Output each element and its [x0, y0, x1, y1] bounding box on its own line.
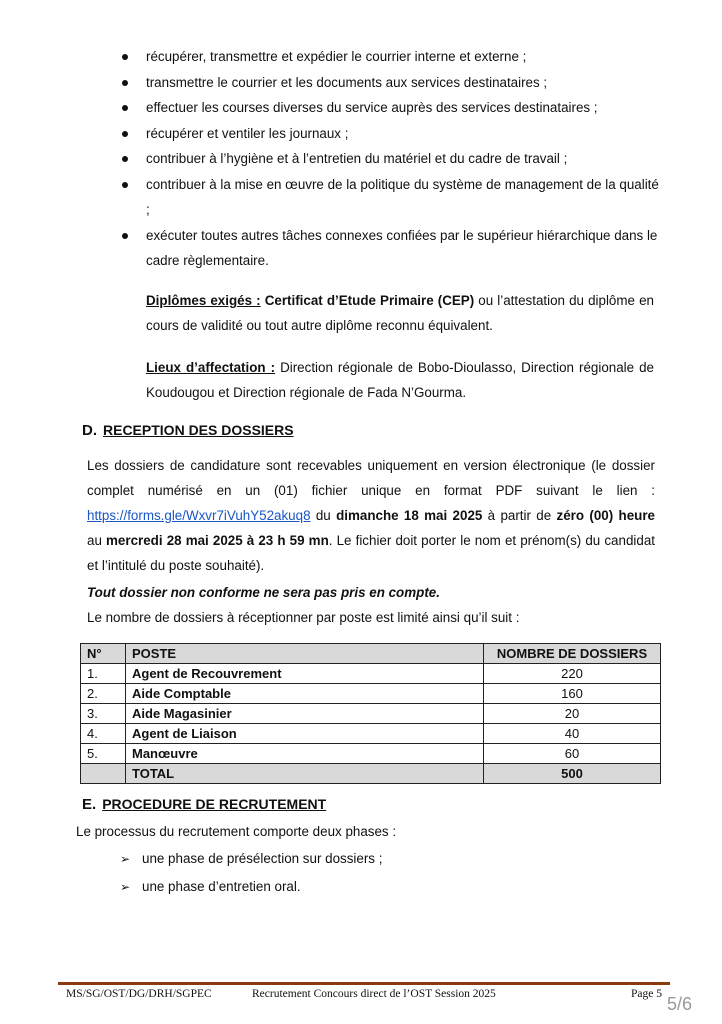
list-item: contribuer à la mise en œuvre de la politique du système de management de la qualité ;: [122, 172, 662, 223]
bullet-icon: [122, 233, 128, 239]
col-header-poste: POSTE: [126, 644, 484, 664]
page-indicator: 5/6: [666, 994, 692, 1014]
section-d-letter: D.: [82, 422, 97, 439]
section-e-letter: E.: [82, 796, 97, 813]
diplomes-value: ou l’attestation du diplôme en cours de validité ou tout autre diplôme reconnu équivalent.: [146, 293, 654, 333]
bullet-icon: [122, 131, 128, 137]
start-time: zéro (00) heure: [556, 508, 655, 523]
table-row: 4. Agent de Liaison 40: [81, 724, 661, 744]
table-row: 3. Aide Magasinier 20: [81, 704, 661, 724]
list-item: effectuer les courses diverses du service auprès des services destinataires ;: [122, 95, 662, 121]
application-link[interactable]: https://forms.gle/Wxvr7iVuhY52akuq8: [87, 508, 311, 523]
task-list: [122, 44, 662, 274]
footer-page-number: Page 5: [631, 988, 662, 1000]
arrow-bullet-icon: ➢: [120, 852, 131, 866]
phases-list: [120, 845, 382, 901]
bullet-icon: [122, 54, 128, 60]
diplomes-value-bold: Certificat d’Etude Primaire (CEP): [264, 293, 475, 308]
table-row: 5. Manœuvre 60: [81, 744, 661, 764]
list-item: récupérer et ventiler les journaux ;: [122, 121, 662, 147]
table-header-row: [81, 644, 661, 664]
bullet-icon: [122, 80, 128, 86]
dossiers-table: [80, 643, 661, 784]
reception-paragraph: Les dossiers de candidature sont recevables uniquement en version électronique (le dossier complet numérisé en un (01) fichier unique en format PDF suivant le lien : https://forms.gle/Wxvr7iVuhY52akuq8 du dimanche 18 mai 2025 à partir de zéro (00) heure au mercredi 28 mai 2025 à 23 h 59 mn. Le fichier doit porter le nom et prénom(s) du candidat et l’intitulé du poste souhaité).: [87, 458, 655, 573]
footer-divider: [58, 982, 670, 985]
lieux-label: Lieux d’affectation :: [146, 360, 276, 375]
section-d-heading: [82, 422, 294, 439]
col-header-count: NOMBRE DE DOSSIERS: [484, 644, 661, 664]
diplomes-paragraph: [146, 288, 654, 338]
lieux-paragraph: [146, 355, 654, 405]
bullet-icon: [122, 182, 128, 188]
end-date: mercredi 28 mai 2025 à 23 h 59 mn: [106, 533, 329, 548]
start-date: dimanche 18 mai 2025: [336, 508, 483, 523]
procedure-intro: Le processus du recrutement comporte deux phases :: [76, 824, 397, 839]
table-total-row: [81, 764, 661, 784]
section-d-title: RECEPTION DES DOSSIERS: [103, 422, 294, 438]
list-item: exécuter toutes autres tâches connexes confiées par le supérieur hiérarchique dans le cadre règlementaire.: [122, 223, 662, 274]
list-item: contribuer à l’hygiène et à l’entretien du matériel et du cadre de travail ;: [122, 146, 662, 172]
table-row: 1. Agent de Recouvrement 220: [81, 664, 661, 684]
table-row: 2. Aide Comptable 160: [81, 684, 661, 704]
lieux-value: Direction régionale de Bobo-Dioulasso, Direction régionale de Koudougou et Direction régionale de Fada N’Gourma.: [146, 360, 654, 400]
warning-text: Tout dossier non conforme ne sera pas pris en compte.: [87, 585, 440, 600]
diplomes-label: Diplômes exigés :: [146, 293, 261, 308]
total-label: TOTAL: [126, 764, 484, 784]
footer-title: Recrutement Concours direct de l’OST Session 2025: [252, 988, 496, 1000]
list-item: ➢ une phase d’entretien oral.: [120, 873, 382, 901]
list-item: transmettre le courrier et les documents aux services destinataires ;: [122, 70, 662, 96]
col-header-number: N°: [81, 644, 126, 664]
bullet-icon: [122, 156, 128, 162]
list-item: récupérer, transmettre et expédier le courrier interne et externe ;: [122, 44, 662, 70]
arrow-bullet-icon: ➢: [120, 880, 131, 894]
bullet-icon: [122, 105, 128, 111]
footer-reference: MS/SG/OST/DG/DRH/SGPEC: [66, 988, 212, 1000]
section-e-title: PROCEDURE DE RECRUTEMENT: [102, 796, 327, 812]
section-e-heading: [82, 796, 326, 813]
limit-text: Le nombre de dossiers à réceptionner par poste est limité ainsi qu’il suit :: [87, 610, 520, 625]
total-value: 500: [484, 764, 661, 784]
list-item: ➢ une phase de présélection sur dossiers ;: [120, 845, 382, 873]
